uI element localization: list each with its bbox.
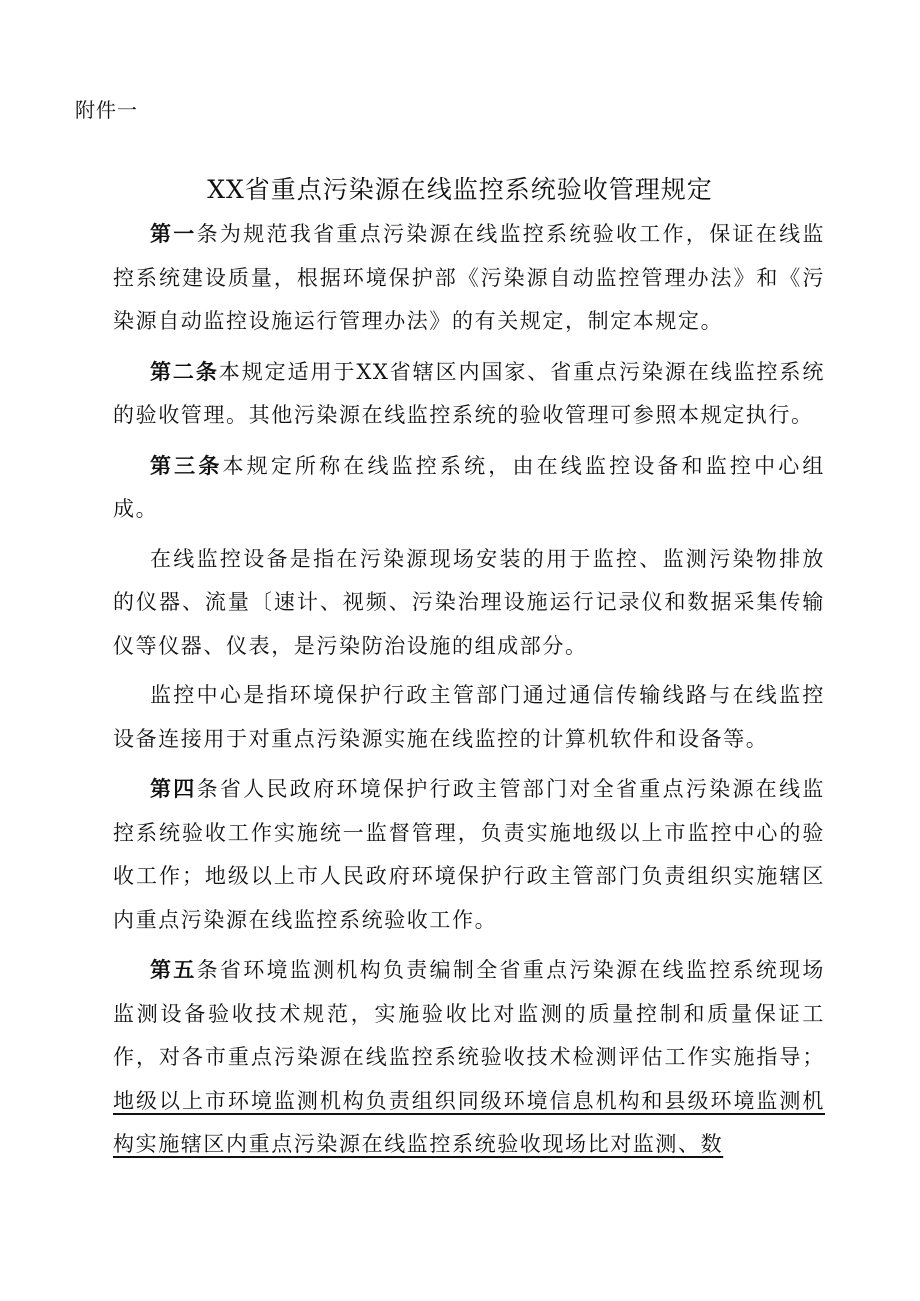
article-2-lead: 第二条 [150, 358, 219, 384]
article-3-paragraph-center [113, 674, 825, 761]
article-1-text: 条为规范我省重点污染源在线监控系统验收工作，保证在线监控系统建设质量，根据环境保护部《污染源自动监控管理办法》和《污染源自动监控设施运行管理办法》的有关规定，制定本规定。 [113, 222, 826, 333]
article-5-text: 条省环境监测机构负责编制全省重点污染源在线监控系统现场监测设备验收技术规范，实施验收比对监测的质量控制和质量保证工作，对各市重点污染源在线监控系统验收技术检测评估工作实施指导； [113, 958, 826, 1069]
article-2 [113, 350, 825, 438]
center-definition-text: 监控中心是指环境保护行政主管部门通过通信传输线路与在线监控设备连接用于对重点污染源实施在线监控的计算机软件和设备等。 [113, 683, 825, 751]
document-body [113, 212, 825, 1173]
article-4-text: 条省人民政府环境保护行政主管部门对全省重点污染源在线监控系统验收工作实施统一监督管理，负责实施地级以上市监控中心的验收工作；地级以上市人民政府环境保护行政主管部门负责组织实施辖区内重点污染源在线监控系统验收工作。 [113, 777, 826, 932]
article-3-paragraph-equipment [113, 538, 825, 669]
article-3-text: 本规定所称在线监控系统，由在线监控设备和监控中心组成。 [113, 453, 825, 521]
article-4 [113, 767, 825, 942]
equipment-definition-text: 在线监控设备是指在污染源现场安装的用于监控、监测污染物排放的仪器、流量〔速计、视频、污染治理设施运行记录仪和数据采集传输仪等仪器、仪表，是污染防治设施的组成部分。 [113, 546, 825, 658]
document-title: XX省重点污染源在线监控系统验收管理规定 [207, 175, 713, 204]
article-2-text: 本规定适用于XX省辖区内国家、省重点污染源在线监控系统的验收管理。其他污染源在线监控系统的验收管理可参照本规定执行。 [113, 359, 825, 427]
article-1-lead: 第一 [150, 221, 197, 246]
article-5-underlined-text: 地级以上市环境监测机构负责组织同级环境信息机构和县级环境监测机构实施辖区内重点污染源在线监控系统验收现场比对监测、数 [113, 1088, 825, 1156]
article-3-lead: 第三条 [150, 452, 223, 478]
article-4-lead: 第四 [150, 776, 197, 801]
article-1 [113, 212, 825, 344]
article-5-lead: 第五 [150, 957, 197, 982]
article-3 [113, 444, 825, 532]
article-5 [113, 948, 825, 1167]
attachment-label: 附件一 [75, 98, 138, 122]
